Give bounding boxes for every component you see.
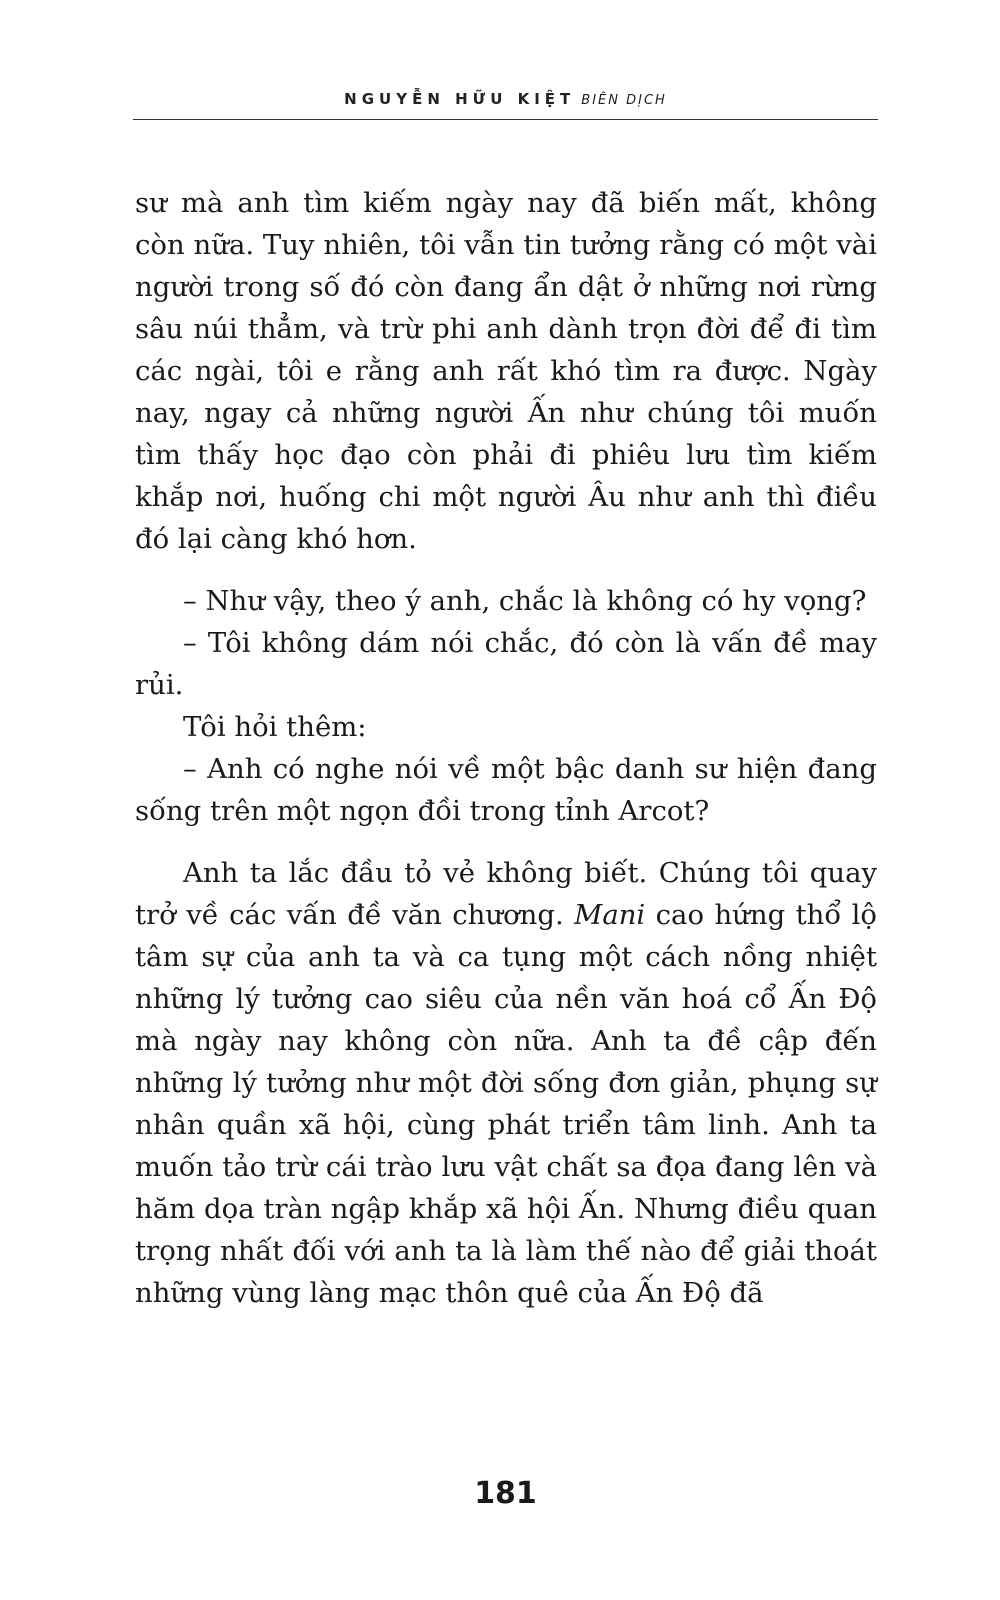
header-divider xyxy=(133,119,878,120)
header-author: NGUYỄN HỮU KIỆT xyxy=(344,90,576,108)
paragraph-dialogue-1: – Như vậy, theo ý anh, chắc là không có hy vọng? xyxy=(183,585,867,617)
paragraph-dialogue-3: – Anh có nghe nói về một bậc danh sư hiện đang sống trên một ngọn đồi trong tỉnh Arcot? xyxy=(135,753,877,827)
paragraph-main-before: Anh ta lắc đầu tỏ vẻ không biết. Chúng tôi quay trở về các vấn đề văn chương. xyxy=(135,857,877,931)
paragraph-main xyxy=(135,852,877,1314)
paragraph-main-after: cao hứng thổ lộ tâm sự của anh ta và ca tụng một cách nồng nhiệt những lý tưởng cao siêu của nền văn hoá cổ Ấn Độ mà ngày nay không còn nữa. Anh ta đề cập đến những lý tưởng như một đời sống đơn giản, phụng sự nhân quần xã hội, cùng phát triển tâm linh. Anh ta muốn tảo trừ cái trào lưu vật chất sa đọa đang lên và hăm dọa tràn ngập khắp xã hội Ấn. Nhưng điều quan trọng nhất đối với anh ta là làm thế nào để giải thoát những vùng làng mạc thôn quê của Ấn Độ đã xyxy=(135,899,877,1309)
paragraph-main-name: Mani xyxy=(574,899,646,931)
paragraph-dialogue-2: – Tôi không dám nói chắc, đó còn là vấn đề may rủi. xyxy=(135,627,877,701)
paragraph-continued: sư mà anh tìm kiếm ngày nay đã biến mất, không còn nữa. Tuy nhiên, tôi vẫn tin tưởng rằng có một vài người trong số đó còn đang ẩn dật ở những nơi rừng sâu núi thẳm, và trừ phi anh dành trọn đời để đi tìm các ngài, tôi e rằng anh rất khó tìm ra được. Ngày nay, ngay cả những người Ấn như chúng tôi muốn tìm thấy học đạo còn phải đi phiêu lưu tìm kiếm khắp nơi, huống chi một người Âu như anh thì điều đó lại càng khó hơn. xyxy=(135,187,877,555)
page-number: 181 xyxy=(474,1476,537,1511)
running-header xyxy=(133,88,878,112)
header-role: BIÊN DỊCH xyxy=(581,93,667,108)
paragraph-narration: Tôi hỏi thêm: xyxy=(183,711,367,743)
body-text xyxy=(135,182,877,1314)
